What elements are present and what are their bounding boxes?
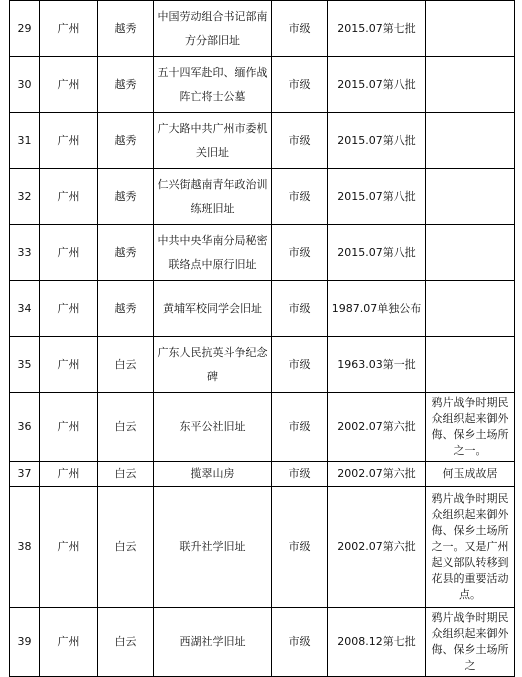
district-cell: 白云 (98, 462, 154, 487)
city-cell: 广州 (40, 57, 98, 113)
district-cell: 越秀 (98, 57, 154, 113)
note-cell (426, 113, 515, 169)
table-row (10, 487, 515, 608)
site-name-cell: 中共中央华南分局秘密联络点中原行旧址 (154, 225, 272, 281)
note-cell (426, 281, 515, 337)
protection-level-cell: 市级 (272, 337, 328, 393)
row-number-cell: 29 (10, 1, 40, 57)
site-name-cell: 揽翠山房 (154, 462, 272, 487)
table-row (10, 281, 515, 337)
table-row (10, 1, 515, 57)
protection-level-cell: 市级 (272, 608, 328, 677)
protection-level-cell: 市级 (272, 462, 328, 487)
row-number-cell: 31 (10, 113, 40, 169)
city-cell: 广州 (40, 113, 98, 169)
batch-cell: 2015.07第八批 (328, 169, 426, 225)
batch-cell: 2002.07第六批 (328, 393, 426, 462)
site-name-cell: 联升社学旧址 (154, 487, 272, 608)
site-name-cell: 五十四军赴印、缅作战阵亡将士公墓 (154, 57, 272, 113)
city-cell: 广州 (40, 487, 98, 608)
batch-cell: 2002.07第六批 (328, 487, 426, 608)
note-cell (426, 225, 515, 281)
protection-level-cell: 市级 (272, 281, 328, 337)
district-cell: 白云 (98, 337, 154, 393)
batch-cell: 2015.07第七批 (328, 1, 426, 57)
table-row (10, 225, 515, 281)
batch-cell: 1987.07单独公布 (328, 281, 426, 337)
site-name-cell: 中国劳动组合书记部南方分部旧址 (154, 1, 272, 57)
protection-level-cell: 市级 (272, 393, 328, 462)
city-cell: 广州 (40, 393, 98, 462)
note-cell: 何玉成故居 (426, 462, 515, 487)
district-cell: 白云 (98, 608, 154, 677)
city-cell: 广州 (40, 462, 98, 487)
batch-cell: 2015.07第八批 (328, 57, 426, 113)
district-cell: 越秀 (98, 281, 154, 337)
table-row (10, 462, 515, 487)
batch-cell: 2015.07第八批 (328, 113, 426, 169)
city-cell: 广州 (40, 337, 98, 393)
site-name-cell: 仁兴街越南青年政治训练班旧址 (154, 169, 272, 225)
note-cell: 鸦片战争时期民众组织起来御外侮、保乡土场所之 (426, 608, 515, 677)
batch-cell: 2008.12第七批 (328, 608, 426, 677)
batch-cell: 2015.07第八批 (328, 225, 426, 281)
table-body (10, 1, 515, 677)
protection-level-cell: 市级 (272, 487, 328, 608)
table-row (10, 337, 515, 393)
heritage-sites-table (9, 0, 515, 677)
batch-cell: 2002.07第六批 (328, 462, 426, 487)
row-number-cell: 33 (10, 225, 40, 281)
district-cell: 白云 (98, 487, 154, 608)
protection-level-cell: 市级 (272, 169, 328, 225)
district-cell: 越秀 (98, 113, 154, 169)
city-cell: 广州 (40, 608, 98, 677)
site-name-cell: 广大路中共广州市委机关旧址 (154, 113, 272, 169)
note-cell (426, 337, 515, 393)
city-cell: 广州 (40, 281, 98, 337)
note-cell: 鸦片战争时期民众组织起来御外侮、保乡土场所之一。 (426, 393, 515, 462)
protection-level-cell: 市级 (272, 57, 328, 113)
district-cell: 越秀 (98, 169, 154, 225)
site-name-cell: 东平公社旧址 (154, 393, 272, 462)
batch-cell: 1963.03第一批 (328, 337, 426, 393)
protection-level-cell: 市级 (272, 113, 328, 169)
row-number-cell: 34 (10, 281, 40, 337)
district-cell: 越秀 (98, 225, 154, 281)
city-cell: 广州 (40, 1, 98, 57)
table-row (10, 113, 515, 169)
table-row (10, 169, 515, 225)
row-number-cell: 39 (10, 608, 40, 677)
row-number-cell: 36 (10, 393, 40, 462)
note-cell (426, 169, 515, 225)
row-number-cell: 38 (10, 487, 40, 608)
city-cell: 广州 (40, 169, 98, 225)
site-name-cell: 广东人民抗英斗争纪念碑 (154, 337, 272, 393)
site-name-cell: 黄埔军校同学会旧址 (154, 281, 272, 337)
note-cell (426, 1, 515, 57)
row-number-cell: 37 (10, 462, 40, 487)
note-cell (426, 57, 515, 113)
table-row (10, 608, 515, 677)
table-row (10, 57, 515, 113)
protection-level-cell: 市级 (272, 225, 328, 281)
table-row (10, 393, 515, 462)
protection-level-cell: 市级 (272, 1, 328, 57)
district-cell: 越秀 (98, 1, 154, 57)
district-cell: 白云 (98, 393, 154, 462)
note-cell: 鸦片战争时期民众组织起来御外侮、保乡土场所之一。又是广州起义部队转移到花县的重要活动点。 (426, 487, 515, 608)
site-name-cell: 西湖社学旧址 (154, 608, 272, 677)
row-number-cell: 35 (10, 337, 40, 393)
row-number-cell: 32 (10, 169, 40, 225)
row-number-cell: 30 (10, 57, 40, 113)
city-cell: 广州 (40, 225, 98, 281)
